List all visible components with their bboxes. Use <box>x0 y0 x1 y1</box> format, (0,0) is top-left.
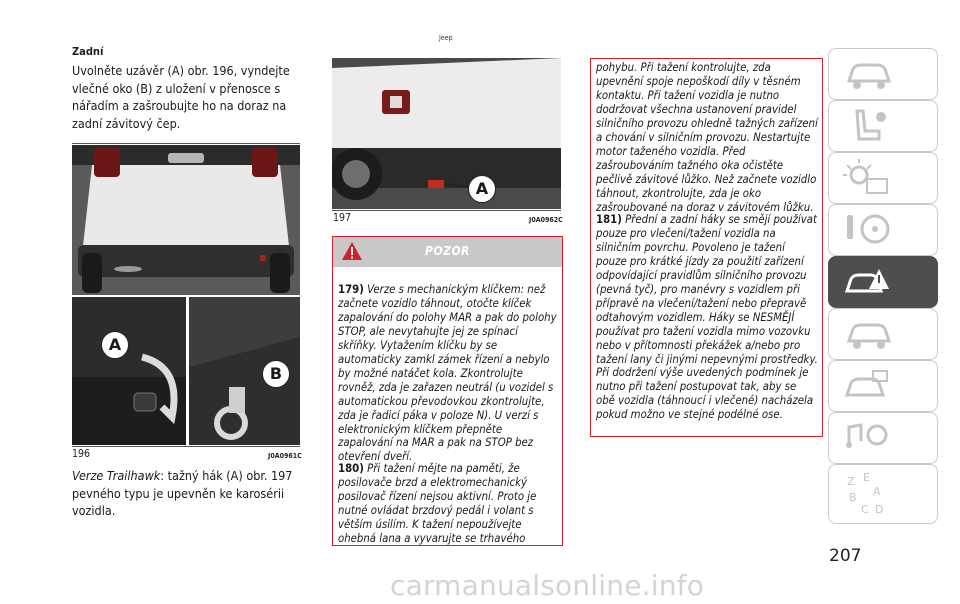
warning-item-text: Verze s mechanickým klíčkem: než začnete vozidlo táhnout, otočte klíček zapalování do polohy MAR a pak do polohy STOP, ale nevytahujte jej ze spínací skříňky. Vytažením klíčku by se automaticky zamkl zámek řízení a nebylo by možné natáčet kola. Zkontrolujte rovněž, zda je zařazen neutrál (u vozidel s automatickou převodovkou zkontrolujte, zda je řadicí páka v poloze N). U verzí s elektronickým klíčkem přepněte zapalování na MAR a pak na STOP bez otevření dveří. <box>338 283 557 464</box>
svg-text:Z: Z <box>847 475 855 488</box>
figure-197-number: 197 <box>333 212 352 224</box>
figure-196-callout-b: B <box>262 360 290 388</box>
tab-technical-specifications[interactable] <box>828 360 938 412</box>
figure-196-code: J0A0961C <box>268 452 302 460</box>
warning-item-181 <box>596 213 818 422</box>
figure-196-photo-rear <box>72 145 300 295</box>
steering-wheel-icon <box>843 211 893 249</box>
car-service-icon <box>843 315 893 353</box>
alphabet-index-icon <box>843 471 893 517</box>
car-seat-icon <box>843 107 893 145</box>
warning-header <box>333 237 562 267</box>
figure-196-photo-cover <box>72 297 186 445</box>
warning-item-number: 179) <box>338 283 364 296</box>
figure-197-code: J0A0962C <box>529 216 563 224</box>
figure-197-bottom-rule <box>332 210 561 211</box>
figure-197-photo <box>332 58 561 209</box>
specifications-icon <box>843 367 893 405</box>
page-number: 207 <box>829 546 862 566</box>
figure-196-callout-a: A <box>101 331 129 359</box>
figure-197-badge: Jeep <box>439 34 453 42</box>
warning-car-icon <box>843 263 893 301</box>
trailhawk-text: : tažný hák (A) obr. 197 pevného typu je upevněn ke karosérii vozidla. <box>72 468 293 519</box>
figure-196-top-rule <box>72 143 300 144</box>
music-navigation-icon <box>843 419 893 457</box>
tab-starting-driving[interactable] <box>828 204 938 256</box>
trailhawk-paragraph <box>72 467 300 520</box>
svg-text:E: E <box>863 471 870 484</box>
svg-text:A: A <box>873 485 881 498</box>
svg-text:D: D <box>875 503 884 516</box>
warning-item-text: Přední a zadní háky se smějí používat pouze pro vlečení/tažení vozidla na silničním povrchu. Povoleno je tažení pouze pro krátké jízdy za použití zařízení odpovídající pravidlům silničního provozu (pevná tyč), pro manévry s vozidlem při přípravě na vlečení/tažení nebo přepravě odtahovým vozidlem. Háky se NESMĚJÍ používat pro tažení vozidla mimo vozovku nebo v přítomnosti překážek a/nebo pro tažení lany či jinými nepevnými prostředky. Při dodržení výše uvedených podmínek je nutno při tažení postupovat tak, aby se obě vozidla (táhnoucí i vlečené) nacházela pokud možno ve stejné podélné ose. <box>596 213 818 422</box>
lights-icon <box>843 159 893 197</box>
section-heading: Zadní <box>72 45 104 58</box>
warning-item-number: 180) <box>338 462 364 475</box>
watermark: carmanualsonline.info <box>390 569 705 602</box>
tab-servicing[interactable] <box>828 308 938 360</box>
warning-item-180 <box>338 462 558 546</box>
tab-dashboard[interactable] <box>828 48 938 100</box>
tab-emergency[interactable] <box>828 256 938 308</box>
svg-text:B: B <box>849 491 857 504</box>
figure-196-bottom-rule <box>72 446 300 447</box>
warning-item-text: Při tažení mějte na paměti, že posilovače brzd a elektromechanický posilovač řízení nejsou aktivní. Proto je nutné ovládat brzdový pedál i volant s větším úsilím. K tažení nepoužívejte ohebná lana a vyvarujte se trhavého <box>338 462 537 545</box>
warning-item-179 <box>338 283 558 464</box>
warning-item-number: 181) <box>596 213 622 226</box>
warning-continuation-text: pohybu. Při tažení kontrolujte, zda upevnění spoje nepoškodí díly v těsném kontaktu. Při tažení vozidla je nutno dodržovat všechna ustanovení pravidel silničního provozu ohledně tažných zařízení a chování v silničním provozu. Nestartujte motor taženého vozidla. Před zašroubováním tažného oka očistěte pečlivě závitové lůžko. Než začnete vozidlo táhnout, zkontrolujte, zda je oko zašroubované na doraz v závitovém lůžku. <box>596 61 818 214</box>
figure-196-number: 196 <box>72 448 91 460</box>
warning-title: POZOR <box>425 244 470 258</box>
tab-lights[interactable] <box>828 152 938 204</box>
warning-box <box>332 236 563 546</box>
tab-index[interactable] <box>828 464 938 524</box>
car-dashboard-icon <box>843 55 893 93</box>
tab-safety[interactable] <box>828 100 938 152</box>
figure-197-callout-a: A <box>468 175 496 203</box>
trailhawk-model: Verze Trailhawk <box>72 468 161 483</box>
intro-paragraph: Uvolněte uzávěr (A) obr. 196, vyndejte vlečné oko (B) z uložení v přenosce s nářadím a zašroubujte ho na doraz na zadní závitový čep. <box>72 63 290 131</box>
tab-multimedia[interactable] <box>828 412 938 464</box>
svg-text:C: C <box>861 503 869 516</box>
warning-continuation-box <box>590 58 823 437</box>
